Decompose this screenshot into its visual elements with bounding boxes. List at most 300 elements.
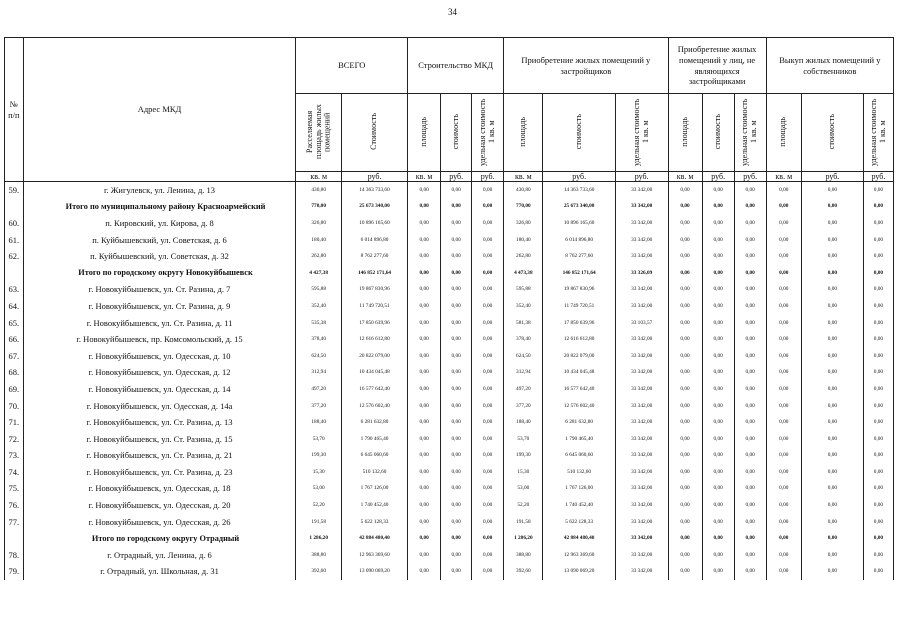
value-cell: 33 103,57: [615, 314, 668, 331]
value-cell: 0,00: [734, 198, 766, 215]
value-cell: 0,00: [441, 497, 472, 514]
value-cell: 0,00: [863, 364, 893, 381]
value-cell: 0,00: [441, 430, 472, 447]
value-cell: 0,00: [734, 447, 766, 464]
subheader-unit-cost: удельная стоимость 1 кв. м: [734, 94, 766, 172]
value-cell: 0,00: [801, 497, 863, 514]
value-cell: 0,00: [441, 182, 472, 199]
value-cell: 0,00: [801, 563, 863, 580]
value-cell: 0,00: [702, 281, 734, 298]
value-cell: 0,00: [702, 182, 734, 199]
row-number: 77.: [5, 513, 24, 530]
value-cell: 188,40: [504, 414, 543, 431]
value-cell: 326,80: [504, 215, 543, 232]
address-cell: г. Жигулевск, ул. Ленина, д. 13: [23, 182, 296, 199]
value-cell: 25 673 340,00: [341, 198, 407, 215]
value-cell: 33 342,00: [615, 430, 668, 447]
value-cell: 0,00: [863, 314, 893, 331]
value-cell: 0,00: [801, 364, 863, 381]
value-cell: 0,00: [472, 497, 504, 514]
value-cell: 0,00: [734, 414, 766, 431]
value-cell: 0,00: [702, 430, 734, 447]
value-cell: 0,00: [441, 563, 472, 580]
value-cell: 0,00: [863, 480, 893, 497]
value-cell: 0,00: [668, 414, 702, 431]
value-cell: 191,58: [504, 513, 543, 530]
value-cell: 0,00: [766, 347, 801, 364]
value-cell: 0,00: [472, 563, 504, 580]
value-cell: 430,80: [504, 182, 543, 199]
value-cell: 0,00: [766, 547, 801, 564]
value-cell: 1 790 465,40: [341, 430, 407, 447]
row-number: 60.: [5, 215, 24, 232]
value-cell: 0,00: [734, 314, 766, 331]
value-cell: 0,00: [408, 298, 441, 315]
address-cell: г. Новокуйбышевск, ул. Одесская, д. 14а: [23, 397, 296, 414]
value-cell: 180,40: [296, 231, 341, 248]
table-row: [5, 281, 894, 298]
value-cell: 53,00: [296, 480, 341, 497]
address-cell: г. Отрадный, ул. Ленина, д. 6: [23, 547, 296, 564]
row-number: 78.: [5, 547, 24, 564]
value-cell: 0,00: [408, 381, 441, 398]
table-row: [5, 513, 894, 530]
value-cell: 0,00: [702, 480, 734, 497]
value-cell: 1 740 452,40: [341, 497, 407, 514]
value-cell: 10 434 045,48: [543, 364, 615, 381]
value-cell: 0,00: [863, 231, 893, 248]
value-cell: 0,00: [472, 513, 504, 530]
row-number: 69.: [5, 381, 24, 398]
value-cell: 33 342,00: [615, 364, 668, 381]
value-cell: 0,00: [472, 331, 504, 348]
value-cell: 0,00: [801, 298, 863, 315]
value-cell: 0,00: [702, 215, 734, 232]
value-cell: 0,00: [408, 215, 441, 232]
subheader-area: площадь: [766, 94, 801, 172]
value-cell: 0,00: [702, 314, 734, 331]
value-cell: 0,00: [668, 215, 702, 232]
value-cell: 262,80: [504, 248, 543, 265]
row-number: 74.: [5, 464, 24, 481]
value-cell: 11 749 720,51: [543, 298, 615, 315]
value-cell: 0,00: [734, 397, 766, 414]
value-cell: 1 790 465,40: [543, 430, 615, 447]
value-cell: 377,20: [504, 397, 543, 414]
value-cell: 388,80: [296, 547, 341, 564]
value-cell: 0,00: [408, 497, 441, 514]
group-header-acquisition-non-developers: Приобретение жилых помещений у лиц, не являющихся застройщиками: [668, 38, 766, 94]
value-cell: 0,00: [441, 547, 472, 564]
address-cell: г. Новокуйбышевск, ул. Ст. Разина, д. 9: [23, 298, 296, 315]
table-total-row: [5, 264, 894, 281]
value-cell: 0,00: [668, 447, 702, 464]
value-cell: 0,00: [702, 513, 734, 530]
value-cell: 17 850 639,96: [543, 314, 615, 331]
value-cell: 199,30: [504, 447, 543, 464]
value-cell: 0,00: [408, 430, 441, 447]
row-number: 75.: [5, 480, 24, 497]
value-cell: 0,00: [734, 248, 766, 265]
value-cell: 0,00: [801, 530, 863, 547]
row-number: 64.: [5, 298, 24, 315]
value-cell: 0,00: [408, 182, 441, 199]
table-row: [5, 298, 894, 315]
subheader-unit-cost: удельная стоимость 1 кв. м: [472, 94, 504, 172]
unit-label: руб.: [734, 172, 766, 182]
value-cell: 0,00: [441, 397, 472, 414]
value-cell: 13 090 069,20: [543, 563, 615, 580]
value-cell: 0,00: [734, 347, 766, 364]
subheader-area-resettled: Расселяемая площадь жилых помещений: [296, 94, 341, 172]
value-cell: 0,00: [668, 264, 702, 281]
value-cell: 10 434 045,48: [341, 364, 407, 381]
value-cell: 0,00: [766, 530, 801, 547]
value-cell: 10 896 165,60: [341, 215, 407, 232]
column-header-address: Адрес МКД: [23, 38, 296, 182]
value-cell: 0,00: [702, 231, 734, 248]
value-cell: 0,00: [766, 464, 801, 481]
table-row: [5, 248, 894, 265]
value-cell: 0,00: [801, 513, 863, 530]
value-cell: 0,00: [472, 480, 504, 497]
value-cell: 0,00: [668, 497, 702, 514]
value-cell: 12 616 612,80: [341, 331, 407, 348]
subheader-area: площадь: [408, 94, 441, 172]
value-cell: 0,00: [408, 513, 441, 530]
value-cell: 0,00: [408, 563, 441, 580]
value-cell: 0,00: [441, 480, 472, 497]
address-cell: г. Новокуйбышевск, ул. Одесская, д. 12: [23, 364, 296, 381]
value-cell: 188,40: [296, 414, 341, 431]
value-cell: 33 342,00: [615, 414, 668, 431]
value-cell: 0,00: [801, 430, 863, 447]
address-cell: г. Новокуйбышевск, ул. Ст. Разина, д. 11: [23, 314, 296, 331]
row-number: 76.: [5, 497, 24, 514]
value-cell: 388,80: [504, 547, 543, 564]
value-cell: 19 867 830,96: [341, 281, 407, 298]
value-cell: 4 473,38: [504, 264, 543, 281]
value-cell: 5 622 128,33: [341, 513, 407, 530]
value-cell: 0,00: [801, 480, 863, 497]
value-cell: 0,00: [668, 381, 702, 398]
value-cell: 0,00: [668, 331, 702, 348]
value-cell: 0,00: [766, 447, 801, 464]
table-body: [5, 182, 894, 580]
value-cell: 0,00: [408, 547, 441, 564]
value-cell: 312,94: [296, 364, 341, 381]
value-cell: 0,00: [702, 248, 734, 265]
value-cell: 0,00: [766, 182, 801, 199]
value-cell: 0,00: [472, 464, 504, 481]
value-cell: 53,70: [296, 430, 341, 447]
value-cell: 0,00: [766, 497, 801, 514]
value-cell: 0,00: [408, 198, 441, 215]
value-cell: 0,00: [863, 381, 893, 398]
value-cell: 0,00: [441, 281, 472, 298]
unit-label: руб.: [543, 172, 615, 182]
subheader-cost: стоимость: [801, 94, 863, 172]
row-number: 68.: [5, 364, 24, 381]
value-cell: 0,00: [863, 298, 893, 315]
value-cell: 0,00: [408, 331, 441, 348]
unit-label: кв. м: [296, 172, 341, 182]
value-cell: 11 749 720,51: [341, 298, 407, 315]
value-cell: 535,38: [296, 314, 341, 331]
unit-label: руб.: [341, 172, 407, 182]
value-cell: 510 132,60: [543, 464, 615, 481]
value-cell: 0,00: [801, 464, 863, 481]
value-cell: 0,00: [408, 314, 441, 331]
value-cell: 52,20: [504, 497, 543, 514]
address-cell: г. Новокуйбышевск, ул. Ст. Разина, д. 13: [23, 414, 296, 431]
value-cell: 191,58: [296, 513, 341, 530]
value-cell: 0,00: [734, 231, 766, 248]
value-cell: 13 090 069,20: [341, 563, 407, 580]
value-cell: 0,00: [863, 331, 893, 348]
value-cell: 0,00: [702, 381, 734, 398]
value-cell: 53,70: [504, 430, 543, 447]
value-cell: 0,00: [801, 331, 863, 348]
value-cell: 0,00: [472, 182, 504, 199]
value-cell: 0,00: [408, 264, 441, 281]
row-number: 71.: [5, 414, 24, 431]
value-cell: 0,00: [441, 198, 472, 215]
value-cell: 0,00: [408, 231, 441, 248]
value-cell: 52,20: [296, 497, 341, 514]
value-cell: 0,00: [668, 397, 702, 414]
value-cell: 0,00: [668, 513, 702, 530]
value-cell: 0,00: [863, 530, 893, 547]
subtotal-label: Итого по городскому округу Новокуйбышевск: [23, 264, 296, 281]
value-cell: 326,80: [296, 215, 341, 232]
value-cell: 0,00: [441, 364, 472, 381]
value-cell: 0,00: [801, 381, 863, 398]
value-cell: 392,60: [504, 563, 543, 580]
value-cell: 0,00: [863, 447, 893, 464]
value-cell: 0,00: [766, 248, 801, 265]
value-cell: 0,00: [441, 414, 472, 431]
value-cell: 33 342,00: [615, 563, 668, 580]
value-cell: 0,00: [734, 215, 766, 232]
value-cell: 0,00: [766, 563, 801, 580]
value-cell: 0,00: [801, 414, 863, 431]
value-cell: 624,50: [504, 347, 543, 364]
value-cell: 0,00: [408, 364, 441, 381]
value-cell: 0,00: [702, 397, 734, 414]
table-row: [5, 447, 894, 464]
row-number: 72.: [5, 430, 24, 447]
subheader-cost: стоимость: [441, 94, 472, 172]
value-cell: 0,00: [408, 464, 441, 481]
value-cell: 33 342,00: [615, 298, 668, 315]
value-cell: 33 342,00: [615, 198, 668, 215]
table-row: [5, 331, 894, 348]
value-cell: 20 822 079,00: [543, 347, 615, 364]
unit-label: руб.: [615, 172, 668, 182]
value-cell: 0,00: [863, 414, 893, 431]
value-cell: 0,00: [472, 414, 504, 431]
value-cell: 33 342,00: [615, 497, 668, 514]
value-cell: 0,00: [408, 347, 441, 364]
value-cell: 0,00: [863, 182, 893, 199]
value-cell: 6 645 060,60: [543, 447, 615, 464]
value-cell: 392,60: [296, 563, 341, 580]
value-cell: 33 342,00: [615, 381, 668, 398]
value-cell: 0,00: [408, 530, 441, 547]
column-header-no: № п/п: [5, 38, 24, 182]
value-cell: 0,00: [863, 430, 893, 447]
value-cell: 15,30: [296, 464, 341, 481]
value-cell: 0,00: [702, 547, 734, 564]
value-cell: 1 767 126,00: [543, 480, 615, 497]
value-cell: 33 342,00: [615, 182, 668, 199]
address-cell: г. Новокуйбышевск, ул. Ст. Разина, д. 21: [23, 447, 296, 464]
value-cell: 6 645 060,60: [341, 447, 407, 464]
table-row: [5, 381, 894, 398]
value-cell: 0,00: [734, 464, 766, 481]
table-row: [5, 430, 894, 447]
value-cell: 0,00: [472, 381, 504, 398]
value-cell: 14 363 733,60: [341, 182, 407, 199]
value-cell: 0,00: [734, 381, 766, 398]
table-row: [5, 215, 894, 232]
value-cell: 42 884 480,40: [543, 530, 615, 547]
value-cell: 0,00: [668, 347, 702, 364]
value-cell: 12 576 602,40: [341, 397, 407, 414]
table-row: [5, 547, 894, 564]
value-cell: 0,00: [766, 264, 801, 281]
value-cell: 0,00: [766, 397, 801, 414]
table-row: [5, 480, 894, 497]
value-cell: 33 342,00: [615, 547, 668, 564]
address-cell: г. Новокуйбышевск, ул. Ст. Разина, д. 15: [23, 430, 296, 447]
unit-label: руб.: [702, 172, 734, 182]
value-cell: 0,00: [441, 215, 472, 232]
value-cell: 0,00: [734, 182, 766, 199]
value-cell: 0,00: [668, 198, 702, 215]
value-cell: 1 286,20: [504, 530, 543, 547]
value-cell: 0,00: [863, 198, 893, 215]
value-cell: 0,00: [702, 530, 734, 547]
value-cell: 0,00: [863, 347, 893, 364]
value-cell: 0,00: [766, 331, 801, 348]
value-cell: 0,00: [801, 397, 863, 414]
value-cell: 0,00: [766, 198, 801, 215]
value-cell: 0,00: [702, 364, 734, 381]
table-total-row: [5, 530, 894, 547]
value-cell: 0,00: [441, 248, 472, 265]
value-cell: 0,00: [668, 231, 702, 248]
value-cell: 0,00: [472, 447, 504, 464]
value-cell: 0,00: [766, 381, 801, 398]
value-cell: 0,00: [863, 281, 893, 298]
value-cell: 0,00: [472, 264, 504, 281]
value-cell: 0,00: [734, 497, 766, 514]
value-cell: 25 673 340,00: [543, 198, 615, 215]
value-cell: 12 963 369,60: [341, 547, 407, 564]
value-cell: 0,00: [668, 298, 702, 315]
value-cell: 0,00: [472, 314, 504, 331]
value-cell: 180,40: [504, 231, 543, 248]
mkd-resettlement-table: [4, 37, 894, 580]
table-row: [5, 464, 894, 481]
value-cell: 0,00: [668, 430, 702, 447]
row-number: [5, 264, 24, 281]
value-cell: 14 363 733,60: [543, 182, 615, 199]
value-cell: 0,00: [734, 430, 766, 447]
value-cell: 33 342,00: [615, 347, 668, 364]
value-cell: 16 577 642,40: [341, 381, 407, 398]
value-cell: 0,00: [702, 563, 734, 580]
row-number: 73.: [5, 447, 24, 464]
table-row: [5, 563, 894, 580]
value-cell: 0,00: [702, 298, 734, 315]
value-cell: 0,00: [441, 298, 472, 315]
value-cell: 595,88: [504, 281, 543, 298]
value-cell: 0,00: [734, 298, 766, 315]
value-cell: 0,00: [472, 198, 504, 215]
value-cell: 0,00: [441, 314, 472, 331]
subheader-cost: стоимость: [702, 94, 734, 172]
row-number: [5, 198, 24, 215]
address-cell: п. Куйбышевский, ул. Советская, д. 32: [23, 248, 296, 265]
value-cell: 12 576 602,40: [543, 397, 615, 414]
value-cell: 0,00: [801, 248, 863, 265]
subheader-cost-total: Стоимость: [341, 94, 407, 172]
table-row: [5, 314, 894, 331]
row-number: 70.: [5, 397, 24, 414]
value-cell: 0,00: [472, 231, 504, 248]
address-cell: г. Новокуйбышевск, пр. Комсомольский, д. 15: [23, 331, 296, 348]
value-cell: 33 342,00: [615, 464, 668, 481]
subheader-cost: стоимость: [543, 94, 615, 172]
value-cell: 510 132,60: [341, 464, 407, 481]
value-cell: 0,00: [702, 198, 734, 215]
value-cell: 377,20: [296, 397, 341, 414]
value-cell: 0,00: [734, 547, 766, 564]
value-cell: 0,00: [801, 447, 863, 464]
value-cell: 0,00: [472, 530, 504, 547]
row-number: 65.: [5, 314, 24, 331]
value-cell: 0,00: [472, 215, 504, 232]
value-cell: 497,20: [296, 381, 341, 398]
value-cell: 0,00: [668, 464, 702, 481]
value-cell: 0,00: [472, 281, 504, 298]
value-cell: 0,00: [863, 215, 893, 232]
value-cell: 0,00: [472, 248, 504, 265]
unit-label: руб.: [472, 172, 504, 182]
value-cell: 0,00: [472, 430, 504, 447]
value-cell: 770,00: [296, 198, 341, 215]
address-cell: г. Отрадный, ул. Школьная, д. 31: [23, 563, 296, 580]
address-cell: г. Новокуйбышевск, ул. Одесская, д. 10: [23, 347, 296, 364]
value-cell: 0,00: [702, 497, 734, 514]
value-cell: 0,00: [668, 248, 702, 265]
value-cell: 0,00: [408, 480, 441, 497]
value-cell: 312,94: [504, 364, 543, 381]
value-cell: 0,00: [734, 364, 766, 381]
value-cell: 0,00: [863, 497, 893, 514]
value-cell: 0,00: [472, 298, 504, 315]
value-cell: 0,00: [472, 547, 504, 564]
value-cell: 378,40: [504, 331, 543, 348]
value-cell: 42 884 480,40: [341, 530, 407, 547]
table-row: [5, 347, 894, 364]
value-cell: 33 326,09: [615, 264, 668, 281]
table-row: [5, 414, 894, 431]
value-cell: 0,00: [766, 364, 801, 381]
